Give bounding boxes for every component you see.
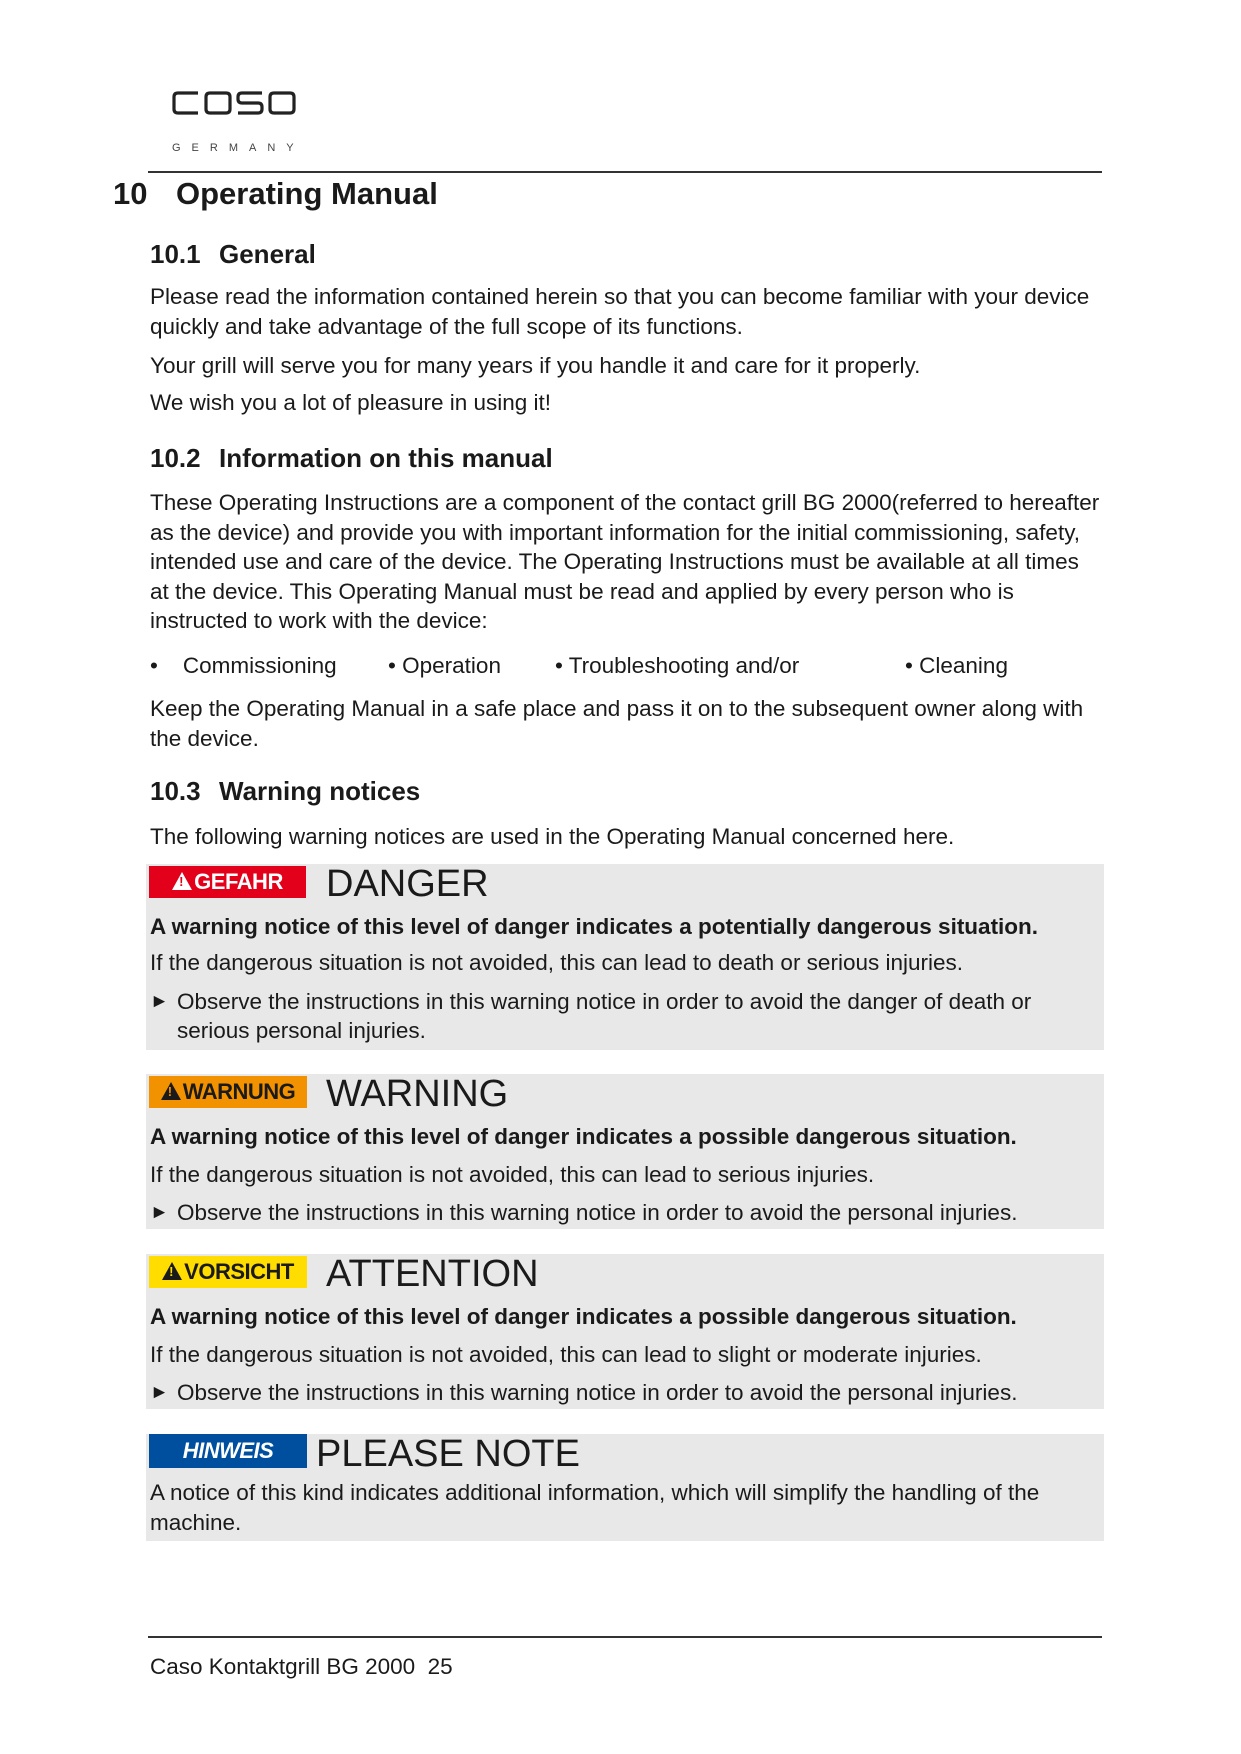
list-item-label: Operation <box>402 653 501 678</box>
subsection-number: 10.2 <box>150 443 201 473</box>
list-item: • Commissioning <box>150 653 337 678</box>
arrow-right-icon: ► <box>150 991 169 1012</box>
danger-text: If the dangerous situation is not avoided, this can lead to death or serious injuries. <box>150 950 963 975</box>
logo-subtitle: GERMANY <box>172 142 305 154</box>
warning-notice-box <box>146 1074 1104 1229</box>
page-footer <box>150 1654 453 1680</box>
attention-text: If the dangerous situation is not avoided, this can lead to slight or moderate injuries. <box>150 1342 982 1367</box>
warning-badge-label: WARNUNG <box>182 1079 296 1104</box>
paragraph: Your grill will serve you for many years if you handle it and care for it properly. <box>150 353 921 378</box>
section-title: Operating Manual <box>176 176 438 211</box>
danger-badge <box>149 866 306 898</box>
section-heading <box>113 176 438 212</box>
attention-badge-label: VORSICHT <box>184 1259 294 1284</box>
subsection-heading-information <box>150 443 553 474</box>
danger-step <box>150 987 1095 1045</box>
subsection-number: 10.1 <box>150 239 201 269</box>
section-number: 10 <box>113 176 148 211</box>
footer-rule <box>148 1636 1102 1638</box>
footer-text: Caso Kontaktgrill BG 2000 <box>150 1654 416 1679</box>
logo-wordmark-graphic <box>172 90 296 116</box>
paragraph: We wish you a lot of pleasure in using it! <box>150 390 552 415</box>
brand-logo <box>172 90 312 160</box>
warning-text: If the dangerous situation is not avoided, this can lead to serious injuries. <box>150 1162 875 1187</box>
danger-title: DANGER <box>326 863 489 905</box>
paragraph: The following warning notices are used in the Operating Manual concerned here. <box>150 824 955 849</box>
subsection-title: Information on this manual <box>219 443 553 473</box>
subsection-title: Warning notices <box>219 776 421 806</box>
warning-bold-text: A warning notice of this level of danger indicates a possible dangerous situation. <box>150 1124 1017 1149</box>
danger-bold-text: A warning notice of this level of danger indicates a potentially dangerous situation. <box>150 914 1039 939</box>
attention-step <box>150 1378 1095 1408</box>
danger-badge-label: GEFAHR <box>194 869 283 894</box>
warning-title: WARNING <box>326 1073 509 1115</box>
arrow-right-icon: ► <box>150 1202 169 1223</box>
warning-triangle-icon <box>172 872 192 890</box>
arrow-right-icon: ► <box>150 1382 169 1403</box>
danger-step-text: Observe the instructions in this warning notice in order to avoid the danger of death or serious personal injuries. <box>177 989 1032 1043</box>
attention-title: ATTENTION <box>326 1253 539 1295</box>
note-badge: HINWEIS <box>149 1434 307 1468</box>
danger-notice-box <box>146 864 1104 1050</box>
attention-badge <box>149 1256 307 1288</box>
note-notice-box <box>146 1434 1104 1541</box>
note-text: A notice of this kind indicates additional information, which will simplify the handling of the machine. <box>150 1480 1040 1535</box>
attention-bold-text: A warning notice of this level of danger indicates a possible dangerous situation. <box>150 1304 1017 1329</box>
subsection-heading-general <box>150 239 316 270</box>
warning-triangle-icon <box>162 1262 182 1280</box>
subsection-heading-warnings <box>150 776 420 807</box>
list-item-label: Troubleshooting and/or <box>568 653 800 678</box>
paragraph: Keep the Operating Manual in a safe place and pass it on to the subsequent owner along with the device. <box>150 696 1084 751</box>
subsection-title: General <box>219 239 316 269</box>
list-item-label: Commissioning <box>182 653 337 678</box>
list-item-label: Cleaning <box>919 653 1008 678</box>
list-item: • Cleaning <box>905 653 1008 678</box>
note-title: PLEASE NOTE <box>316 1433 580 1475</box>
paragraph: Please read the information contained herein so that you can become familiar with your device quickly and take advantage of the full scope of its functions. <box>150 284 1090 339</box>
attention-step-text: Observe the instructions in this warning notice in order to avoid the personal injuries. <box>177 1380 1018 1405</box>
warning-step-text: Observe the instructions in this warning notice in order to avoid the personal injuries. <box>177 1200 1018 1225</box>
warning-badge <box>149 1076 307 1108</box>
warning-step <box>150 1198 1095 1228</box>
warning-triangle-icon <box>161 1082 181 1100</box>
header-rule <box>148 171 1102 173</box>
list-item: • Operation <box>388 653 501 678</box>
list-item: • Troubleshooting and/or <box>555 653 800 678</box>
subsection-number: 10.3 <box>150 776 201 806</box>
logo-wordmark <box>172 90 312 136</box>
paragraph: These Operating Instructions are a component of the contact grill BG 2000(referred to hereafter as the device) and provide you with important information for the initial commissioning, safety, intended use and care of the device. The Operating Instructions must be available at all times at the device. This Operating Manual must be read and applied by every person who is instructed to work with the device: <box>150 490 1100 633</box>
attention-notice-box <box>146 1254 1104 1409</box>
page-number: 25 <box>427 1654 453 1679</box>
